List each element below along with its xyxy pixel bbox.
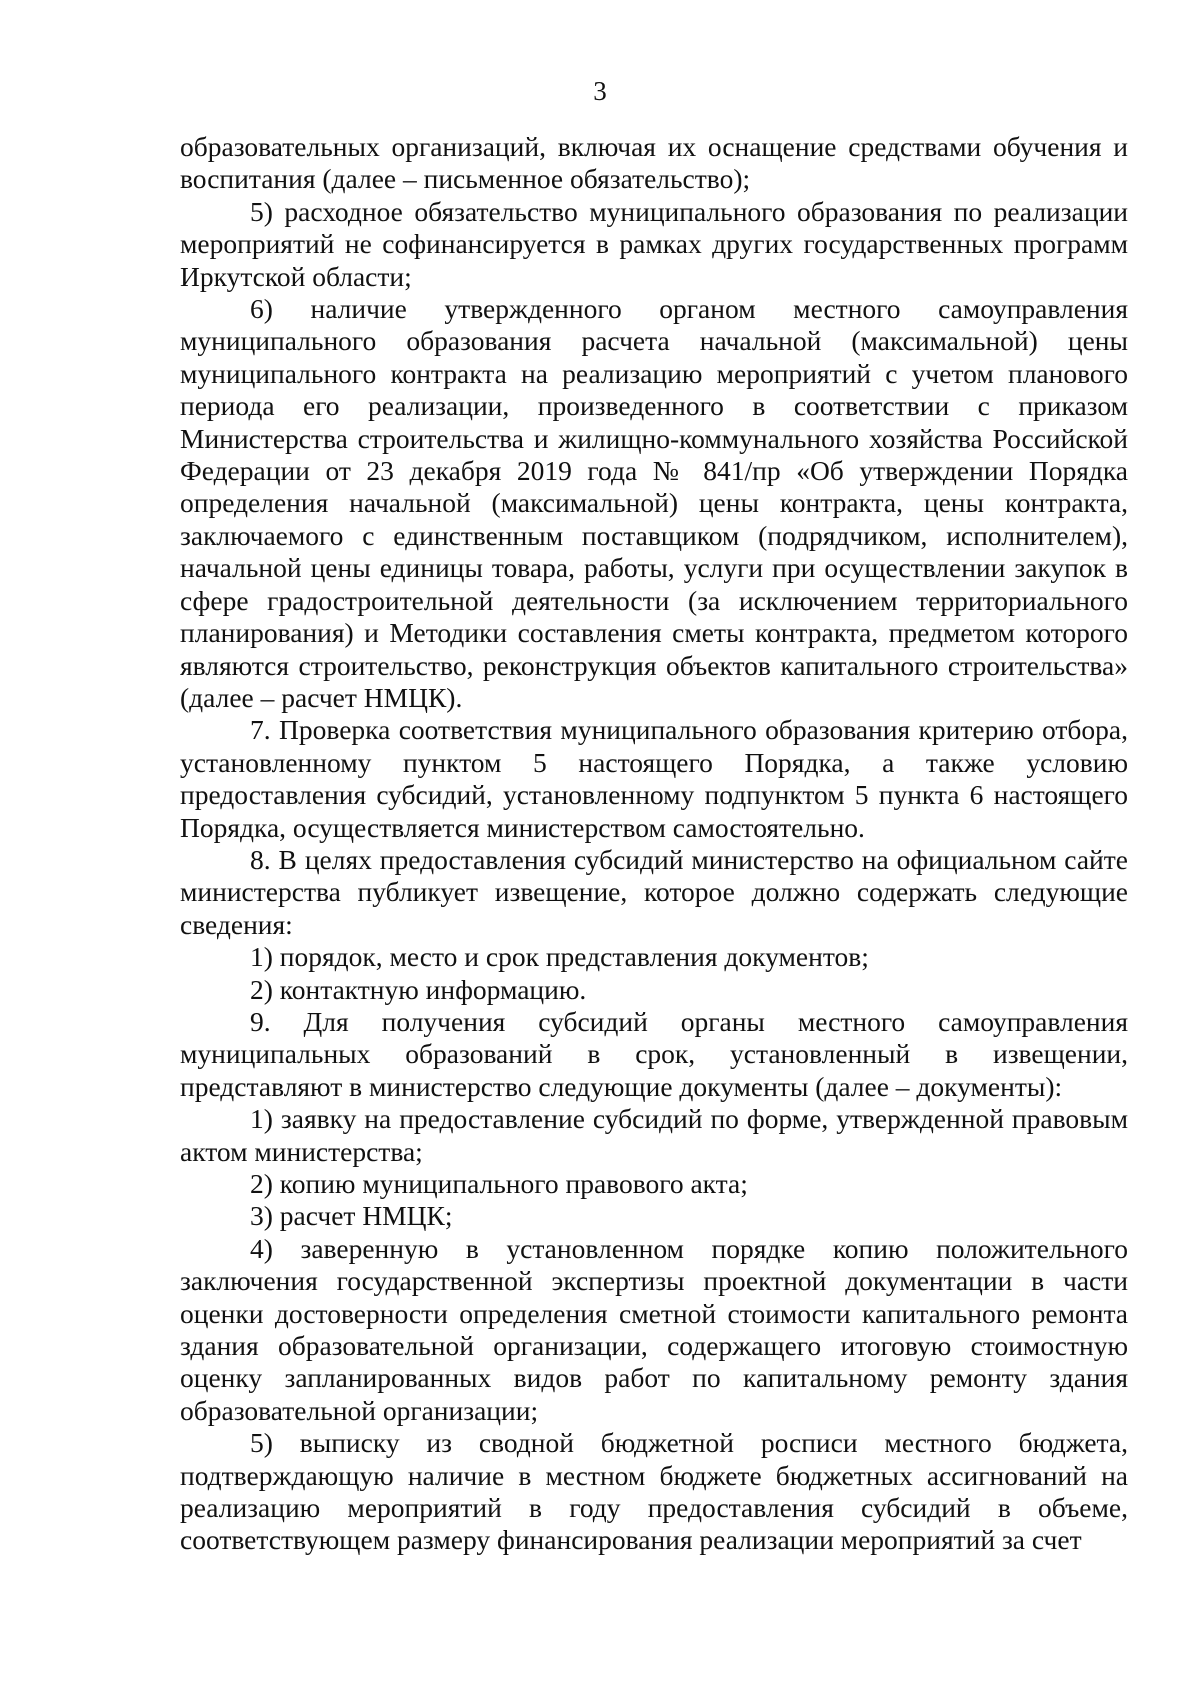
paragraph-item-5-no-cofinancing: 5) расходное обязательство муниципального образования по реализации мероприятий не софинансируется в рамках других государственных программ Иркутской области; — [180, 195, 1128, 292]
paragraph-document-item-1: 1) заявку на предоставление субсидий по форме, утвержденной правовым актом министерства; — [180, 1103, 1128, 1167]
paragraph-item-6-nmck-calculation: 6) наличие утвержденного органом местного самоуправления муниципального образования расчета начальной (максимальной) цены муниципального контракта на реализацию мероприятий с учетом планового периода его реализации, произведенного в соответствии с приказом Министерства строительства и жилищно-коммунального хозяйства Российской Федерации от 23 декабря 2019 года № 841/пр «Об утверждении Порядка определения начальной (максимальной) цены контракта, цены контракта, заключаемого с единственным поставщиком (подрядчиком, исполнителем), начальной цены единицы товара, работы, услуги при осуществлении закупок в сфере градостроительной деятельности (за исключением территориального планирования) и Методики составления сметы контракта, предметом которого являются строительство, реконструкция объектов капитального строительства» (далее – расчет НМЦК). — [180, 293, 1128, 713]
paragraph-document-item-2: 2) копию муниципального правового акта; — [250, 1168, 748, 1199]
paragraph-notice-item-2: 2) контактную информацию. — [250, 973, 587, 1005]
paragraph-section-8-notice: 8. В целях предоставления субсидий министерство на официальном сайте министерства публикует извещение, которое должно содержать следующие сведения: — [180, 843, 1128, 940]
paragraph-document-item-5: 5) выписку из сводной бюджетной росписи местного бюджета, подтверждающую наличие в местном бюджете бюджетных ассигнований на реализацию мероприятий в году предоставления субсидий в объеме, соответствующем размеру финансирования реализации мероприятий за счет — [180, 1427, 1128, 1556]
page-number: 3 — [593, 76, 607, 106]
paragraph-document-item-3: 3) расчет НМЦК; — [250, 1200, 453, 1232]
paragraph-section-7-verification: 7. Проверка соответствия муниципального образования критерию отбора, установленному пунктом 5 настоящего Порядка, а также условию предоставления субсидий, установленному подпунктом 5 пункта 6 настоящего Порядка, осуществляется министерством самостоятельно. — [180, 714, 1128, 843]
paragraph-section-9-documents: 9. Для получения субсидий органы местного самоуправления муниципальных образований в срок, установленный в извещении, представляют в министерство следующие документы (далее – документы): — [180, 1005, 1128, 1102]
paragraph-document-item-4: 4) заверенную в установленном порядке копию положительного заключения государственной экспертизы проектной документации в части оценки достоверности определения сметной стоимости капитального ремонта здания образовательной организации, содержащего итоговую стоимостную оценку запланированных видов работ по капитальному ремонту здания образовательной организации; — [180, 1232, 1128, 1426]
paragraph-continuation: образовательных организаций, включая их оснащение средствами обучения и воспитания (далее – письменное обязательство); — [180, 131, 1128, 195]
paragraph-notice-item-1: 1) порядок, место и срок представления документов; — [250, 941, 869, 973]
document-body — [180, 131, 1128, 1557]
